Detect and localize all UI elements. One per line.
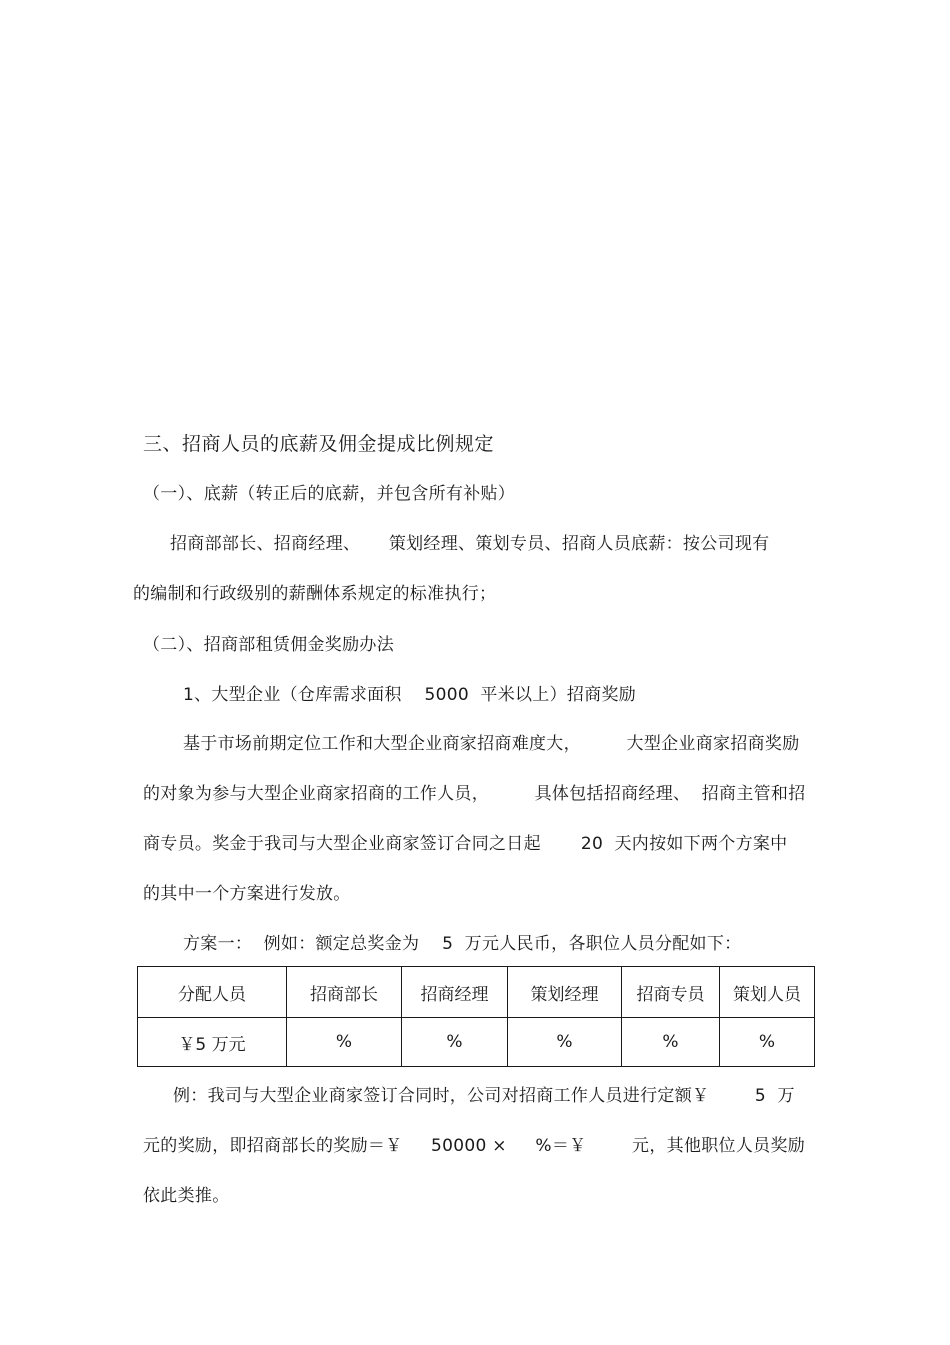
paragraph-award-line-2: 的对象为参与大型企业商家招商的工作人员， 具体包括招商经理、 招商主管和招 <box>143 784 806 804</box>
paragraph-base-salary-line-2: 的编制和行政级别的薪酬体系规定的标准执行； <box>133 584 497 604</box>
table-header-cell: 招商部长 <box>287 967 402 1018</box>
paragraph-base-salary-line-1: 招商部部长、招商经理、 策划经理、策划专员、招商人员底薪：按公司现有 <box>170 534 770 554</box>
paragraph-award-line-3: 商专员。奖金于我司与大型企业商家签订合同之日起 20 天内按如下两个方案中 <box>143 834 788 854</box>
example-line-1: 例：我司与大型企业商家签订合同时，公司对招商工作人员进行定额￥ 5 万 <box>173 1086 795 1106</box>
table-header-cell: 分配人员 <box>138 967 287 1018</box>
table-cell: % <box>720 1018 815 1067</box>
paragraph-award-line-1: 基于市场前期定位工作和大型企业商家招商难度大， 大型企业商家招商奖励 <box>183 734 800 754</box>
table-cell: % <box>287 1018 402 1067</box>
table-header-cell: 招商经理 <box>402 967 508 1018</box>
item-large-enterprise: 1、大型企业（仓库需求面积 5000 平米以上）招商奖励 <box>183 685 637 705</box>
paragraph-award-line-4: 的其中一个方案进行发放。 <box>143 884 351 904</box>
example-line-2: 元的奖励，即招商部长的奖励＝￥ 50000 × %＝￥ 元，其他职位人员奖励 <box>143 1136 806 1156</box>
table-cell: % <box>402 1018 508 1067</box>
table-header-row <box>138 967 815 1018</box>
table-row <box>138 1018 815 1067</box>
plan-one-intro: 方案一： 例如：额定总奖金为 5 万元人民币，各职位人员分配如下： <box>183 934 742 954</box>
allocation-table <box>137 966 815 1067</box>
subsection-base-salary: （一）、底薪（转正后的底薪，并包含所有补贴） <box>143 484 516 504</box>
table-header-cell: 策划人员 <box>720 967 815 1018</box>
subsection-commission: （二）、招商部租赁佣金奖励办法 <box>143 635 394 655</box>
table-header-cell: 策划经理 <box>508 967 622 1018</box>
table-header-cell: 招商专员 <box>622 967 720 1018</box>
table-cell: ￥5 万元 <box>138 1018 287 1067</box>
table-cell: % <box>508 1018 622 1067</box>
table-cell: % <box>622 1018 720 1067</box>
section-title: 三、招商人员的底薪及佣金提成比例规定 <box>143 433 495 455</box>
example-line-3: 依此类推。 <box>143 1186 230 1206</box>
